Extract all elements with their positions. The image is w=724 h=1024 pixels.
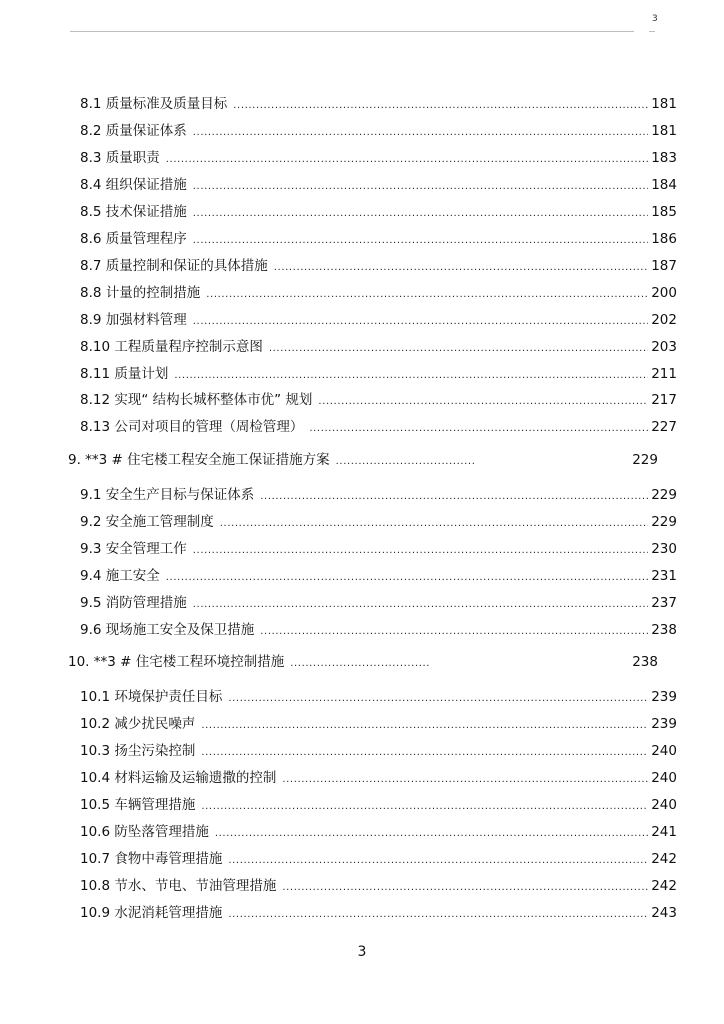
toc-entry bbox=[80, 714, 677, 734]
toc-dot-leader bbox=[228, 905, 648, 925]
toc-page-number: 227 bbox=[651, 419, 677, 435]
toc-entry bbox=[80, 539, 677, 559]
toc-entry-title: 10.7 食物中毒管理措施 bbox=[80, 851, 223, 867]
toc-entry-title: 8.10 工程质量程序控制示意图 bbox=[80, 339, 263, 355]
header-page-number: 3 bbox=[652, 14, 658, 24]
footer-page-number: 3 bbox=[357, 944, 367, 960]
toc-page-number: 184 bbox=[651, 177, 677, 193]
toc-entry-title: 10.2 减少扰民噪声 bbox=[80, 716, 196, 732]
toc-entry-title: 10.8 节水、节电、节油管理措施 bbox=[80, 878, 277, 894]
toc-entry-title: 10.1 环境保护责任目标 bbox=[80, 689, 223, 705]
toc-page-number: 241 bbox=[651, 824, 677, 840]
toc-page-number: 242 bbox=[651, 878, 677, 894]
toc-entry-title: 9.5 消防管理措施 bbox=[80, 595, 187, 611]
toc-entry-title: 9.6 现场施工安全及保卫措施 bbox=[80, 622, 255, 638]
toc-entry bbox=[80, 364, 677, 384]
toc-page-number: 186 bbox=[651, 231, 677, 247]
toc-entry bbox=[80, 687, 677, 707]
toc-dot-leader bbox=[228, 689, 648, 709]
toc-dot-leader bbox=[201, 743, 648, 763]
toc-entry-title: 9.3 安全管理工作 bbox=[80, 541, 187, 557]
toc-page-number: 183 bbox=[651, 150, 677, 166]
toc-page-number: 237 bbox=[651, 595, 677, 611]
toc-entry bbox=[80, 390, 677, 410]
toc-entry bbox=[80, 310, 677, 330]
toc-dot-leader bbox=[193, 177, 648, 197]
toc-page-number: 229 bbox=[651, 514, 677, 530]
toc-dot-leader bbox=[260, 622, 648, 642]
toc-entry-title: 8.4 组织保证措施 bbox=[80, 177, 187, 193]
toc-entry-title: 10. **3 # 住宅楼工程环境控制措施 bbox=[68, 654, 285, 670]
toc-entry bbox=[80, 876, 677, 896]
toc-entry bbox=[80, 566, 677, 586]
toc-entry bbox=[80, 121, 677, 141]
toc-entry-title: 8.13 公司对项目的管理（周检管理） bbox=[80, 419, 304, 435]
toc-dot-leader bbox=[206, 285, 648, 305]
toc-page-number: 211 bbox=[651, 366, 677, 382]
toc-entry bbox=[80, 822, 677, 842]
toc-entry bbox=[80, 795, 677, 815]
toc-entry-title: 10.9 水泥消耗管理措施 bbox=[80, 905, 223, 921]
toc-dot-leader bbox=[282, 770, 648, 790]
toc-dot-leader bbox=[318, 392, 648, 412]
toc-page-number: 230 bbox=[651, 541, 677, 557]
toc-dot-leader bbox=[290, 654, 430, 674]
toc-page-number: 202 bbox=[651, 312, 677, 328]
toc-entry-title: 8.6 质量管理程序 bbox=[80, 231, 187, 247]
toc-entry bbox=[80, 175, 677, 195]
toc-dot-leader bbox=[336, 452, 476, 472]
toc-entry bbox=[80, 417, 677, 437]
toc-entry bbox=[80, 849, 677, 869]
toc-entry-title: 8.5 技术保证措施 bbox=[80, 204, 187, 220]
toc-dot-leader bbox=[193, 541, 648, 561]
toc-entry bbox=[80, 903, 677, 923]
toc-entry bbox=[80, 229, 677, 249]
toc-page-number: 181 bbox=[651, 123, 677, 139]
toc-entry-title: 9.4 施工安全 bbox=[80, 568, 160, 584]
toc-page-number: 240 bbox=[651, 797, 677, 813]
toc-entry-title: 8.9 加强材料管理 bbox=[80, 312, 187, 328]
toc-dot-leader bbox=[282, 878, 648, 898]
toc-entry bbox=[80, 202, 677, 222]
toc-entry bbox=[80, 283, 677, 303]
toc-entry bbox=[80, 337, 677, 357]
header-rule bbox=[70, 31, 634, 32]
toc-entry bbox=[80, 94, 677, 114]
toc-page-number: 239 bbox=[651, 689, 677, 705]
toc-dot-leader bbox=[215, 824, 648, 844]
toc-page-number: 240 bbox=[651, 770, 677, 786]
toc-entry-title: 8.3 质量职责 bbox=[80, 150, 160, 166]
toc-page-number: 240 bbox=[651, 743, 677, 759]
toc-page-number: 242 bbox=[651, 851, 677, 867]
toc-dot-leader bbox=[193, 204, 648, 224]
toc-page-number: 229 bbox=[651, 487, 677, 503]
toc-entry bbox=[80, 768, 677, 788]
toc-page-number: 181 bbox=[651, 96, 677, 112]
toc-entry-title: 9. **3 # 住宅楼工程安全施工保证措施方案 bbox=[68, 452, 330, 468]
toc-entry bbox=[80, 593, 677, 613]
toc-entry-title: 9.2 安全施工管理制度 bbox=[80, 514, 214, 530]
toc-dot-leader bbox=[193, 312, 648, 332]
toc-dot-leader bbox=[166, 150, 648, 170]
toc-page-number: 185 bbox=[651, 204, 677, 220]
toc-page-number: 200 bbox=[651, 285, 677, 301]
toc-entry bbox=[80, 256, 677, 276]
toc-entry-title: 8.8 计量的控制措施 bbox=[80, 285, 201, 301]
toc-entry-title: 8.1 质量标准及质量目标 bbox=[80, 96, 228, 112]
toc-dot-leader bbox=[233, 96, 648, 116]
toc-page-number: 229 bbox=[632, 452, 658, 468]
toc-dot-leader bbox=[174, 366, 648, 386]
toc-entry-title: 10.5 车辆管理措施 bbox=[80, 797, 196, 813]
toc-entry bbox=[80, 741, 677, 761]
toc-page-number: 217 bbox=[651, 392, 677, 408]
toc-entry-title: 8.11 质量计划 bbox=[80, 366, 169, 382]
toc-page-number: 203 bbox=[651, 339, 677, 355]
toc-chapter-entry bbox=[68, 450, 658, 470]
toc-entry-title: 8.7 质量控制和保证的具体措施 bbox=[80, 258, 268, 274]
toc-page-number: 187 bbox=[651, 258, 677, 274]
toc-page-number: 238 bbox=[632, 654, 658, 670]
toc-dot-leader bbox=[260, 487, 648, 507]
toc-dot-leader bbox=[228, 851, 648, 871]
toc-chapter-entry bbox=[68, 652, 658, 672]
toc-entry-title: 10.4 材料运输及运输遗撒的控制 bbox=[80, 770, 277, 786]
toc-dot-leader bbox=[193, 595, 648, 615]
toc-entry bbox=[80, 148, 677, 168]
toc-entry bbox=[80, 512, 677, 532]
toc-dot-leader bbox=[220, 514, 648, 534]
toc-entry-title: 10.3 扬尘污染控制 bbox=[80, 743, 196, 759]
toc-page-number: 239 bbox=[651, 716, 677, 732]
toc-dot-leader bbox=[269, 339, 648, 359]
toc-entry bbox=[80, 485, 677, 505]
toc-dot-leader bbox=[193, 123, 648, 143]
toc-dot-leader bbox=[201, 716, 648, 736]
toc-entry-title: 9.1 安全生产目标与保证体系 bbox=[80, 487, 255, 503]
toc-page-number: 238 bbox=[651, 622, 677, 638]
toc-dot-leader bbox=[309, 419, 648, 439]
header-rule-mark bbox=[649, 31, 655, 32]
toc-dot-leader bbox=[166, 568, 648, 588]
toc-entry bbox=[80, 620, 677, 640]
toc-page-number: 243 bbox=[651, 905, 677, 921]
toc-dot-leader bbox=[193, 231, 648, 251]
toc-page-number: 231 bbox=[651, 568, 677, 584]
toc-entry-title: 8.2 质量保证体系 bbox=[80, 123, 187, 139]
toc-entry-title: 8.12 实现“ 结构长城杯整体市优” 规划 bbox=[80, 392, 313, 408]
toc-dot-leader bbox=[274, 258, 648, 278]
toc-entry-title: 10.6 防坠落管理措施 bbox=[80, 824, 209, 840]
toc-dot-leader bbox=[201, 797, 648, 817]
